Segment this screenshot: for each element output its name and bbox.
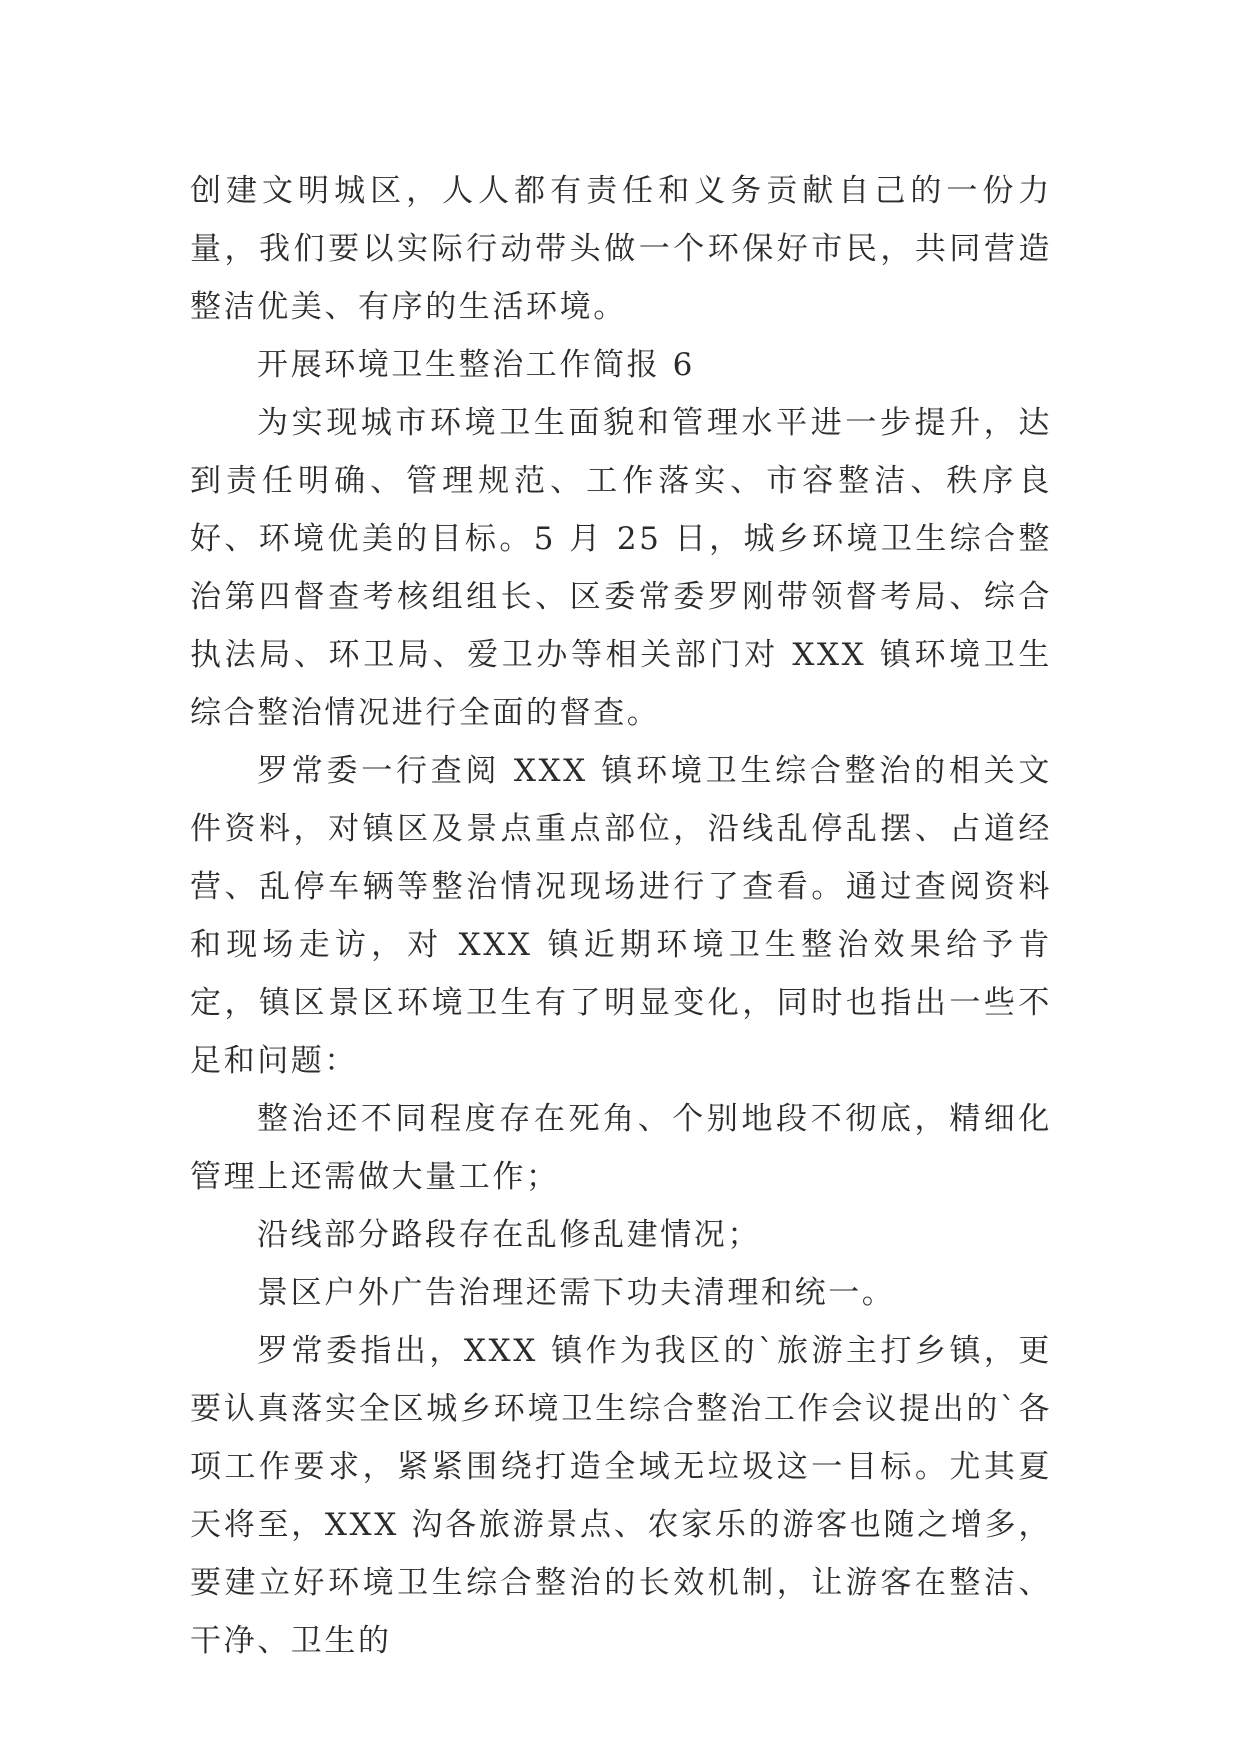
- issue-item-2: 沿线部分路段存在乱修乱建情况；: [257, 1217, 761, 1253]
- issue-item-3: 景区户外广告治理还需下功夫清理和统一。: [257, 1275, 896, 1311]
- document-body: [190, 162, 1052, 1670]
- paragraph-intro: 为实现城市环境卫生面貌和管理水平进一步提升，达到责任明确、管理规范、工作落实、市容整洁、秩序良好、环境优美的目标。5 月 25 日，城乡环境卫生综合整治第四督查考核组组长、区委常委罗刚带领督考局、综合执法局、环卫局、爱卫办等相关部门对 XXX 镇环境卫生综合整治情况进行全面的督查。: [190, 405, 1052, 731]
- paragraph-instructions: 罗常委指出，XXX 镇作为我区的`旅游主打乡镇，更要认真落实全区城乡环境卫生综合整治工作会议提出的`各项工作要求，紧紧围绕打造全域无垃圾这一目标。尤其夏天将至，XXX 沟各旅游景点、农家乐的游客也随之增多，要建立好环境卫生综合整治的长效机制，让游客在整洁、干净、卫生的: [190, 1333, 1052, 1659]
- paragraph-inspection: 罗常委一行查阅 XXX 镇环境卫生综合整治的相关文件资料，对镇区及景点重点部位，沿线乱停乱摆、占道经营、乱停车辆等整治情况现场进行了查看。通过查阅资料和现场走访，对 XXX 镇近期环境卫生整治效果给予肯定，镇区景区环境卫生有了明显变化，同时也指出一些不足和问题：: [190, 753, 1052, 1079]
- issue-item-1: 整治还不同程度存在死角、个别地段不彻底，精细化管理上还需做大量工作；: [190, 1101, 1052, 1195]
- paragraph-closing-previous: 创建文明城区，人人都有责任和义务贡献自己的一份力量，我们要以实际行动带头做一个环保好市民，共同营造整洁优美、有序的生活环境。: [190, 173, 1052, 325]
- section-heading: 开展环境卫生整治工作简报 6: [257, 347, 695, 383]
